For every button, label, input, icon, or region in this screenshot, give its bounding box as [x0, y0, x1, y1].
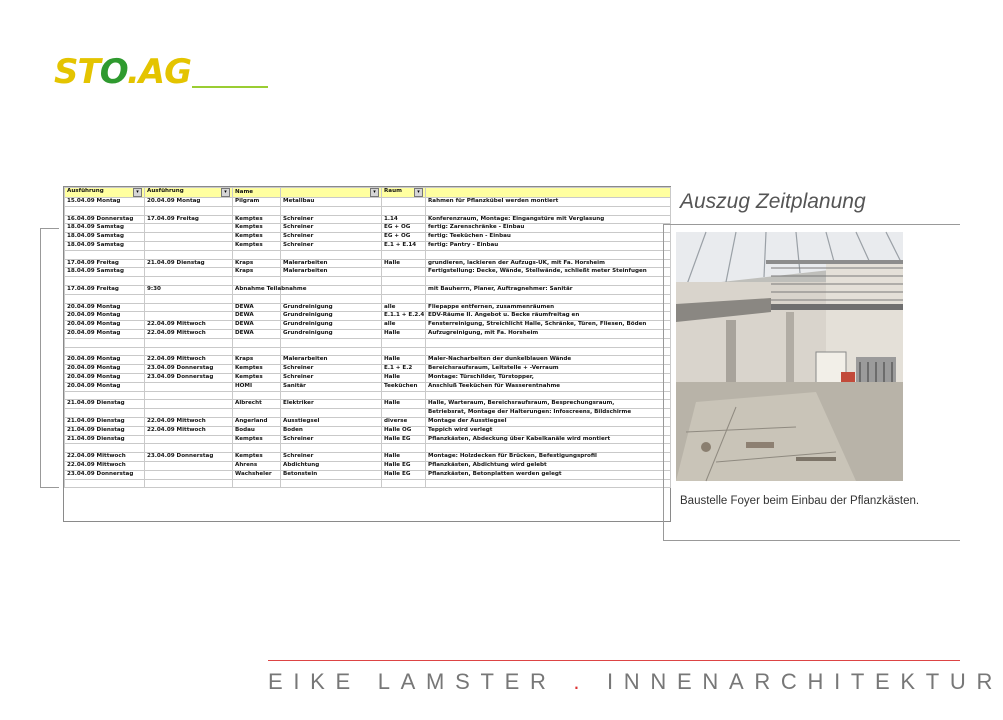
table-cell[interactable]	[145, 479, 233, 488]
table-row	[65, 215, 671, 224]
table-cell[interactable]: Halle	[382, 453, 426, 462]
table-cell[interactable]	[426, 444, 671, 453]
table-cell[interactable]: Angerland	[233, 417, 281, 426]
table-row	[65, 400, 671, 409]
table-row	[65, 470, 671, 479]
table-cell[interactable]	[281, 479, 382, 488]
table-cell[interactable]: 23.04.09 Donnerstag	[65, 470, 145, 479]
table-cell[interactable]: Kemptes	[233, 241, 281, 250]
table-cell[interactable]: Halle	[382, 356, 426, 365]
table-cell[interactable]	[281, 277, 382, 286]
table-row	[65, 426, 671, 435]
table-cell[interactable]: 22.04.09 Mittwoch	[65, 461, 145, 470]
table-cell[interactable]	[281, 294, 382, 303]
right-panel-border	[663, 224, 664, 540]
table-cell[interactable]: Albrecht	[233, 400, 281, 409]
table-cell[interactable]	[233, 391, 281, 400]
table-cell[interactable]: Pflanzkästen, Betonplatten werden gelegt	[426, 470, 671, 479]
title-divider	[663, 224, 960, 225]
table-cell[interactable]: 22.04.09 Mittwoch	[145, 329, 233, 338]
table-cell[interactable]: alle	[382, 303, 426, 312]
table-cell[interactable]: 22.04.09 Mittwoch	[65, 453, 145, 462]
table-cell[interactable]	[281, 409, 382, 418]
schedule-table-container	[63, 186, 671, 522]
table-cell[interactable]: HOMI	[233, 382, 281, 391]
table-cell[interactable]: 17.04.09 Freitag	[145, 215, 233, 224]
table-cell[interactable]: Pflanzkästen, Abdichtung wird gelebt	[426, 461, 671, 470]
table-cell[interactable]	[233, 409, 281, 418]
table-cell[interactable]	[382, 206, 426, 215]
table-cell[interactable]	[65, 294, 145, 303]
table-cell[interactable]	[426, 391, 671, 400]
table-cell[interactable]: Schreiner	[281, 241, 382, 250]
table-cell[interactable]: Schreiner	[281, 233, 382, 242]
table-cell[interactable]: 23.04.09 Donnerstag	[145, 365, 233, 374]
table-cell[interactable]: 21.04.09 Dienstag	[65, 417, 145, 426]
table-cell[interactable]: E.1 + E.14	[382, 241, 426, 250]
table-row	[65, 268, 671, 277]
table-cell[interactable]	[145, 400, 233, 409]
table-cell[interactable]	[426, 250, 671, 259]
filter-dropdown-icon[interactable]: ▾	[133, 188, 142, 197]
table-cell[interactable]: Halle EG	[382, 470, 426, 479]
table-cell[interactable]	[145, 233, 233, 242]
table-cell[interactable]: Kraps	[233, 356, 281, 365]
table-row	[65, 453, 671, 462]
table-row	[65, 285, 671, 294]
table-cell[interactable]: Ausstiegsel	[281, 417, 382, 426]
table-row	[65, 356, 671, 365]
table-cell[interactable]: Kemptes	[233, 373, 281, 382]
table-cell[interactable]: Pilgram	[233, 198, 281, 207]
table-cell[interactable]: Abnahme Teilabnahme	[233, 285, 281, 294]
table-cell[interactable]: Konferenzraum, Montage: Eingangstüre mit Verglasung	[426, 215, 671, 224]
table-cell[interactable]: DEWA	[233, 303, 281, 312]
table-cell[interactable]: Pflanzkästen, Abdeckung über Kabelkanäle wird montiert	[426, 435, 671, 444]
table-cell[interactable]: E.1.1 + E.2.4	[382, 312, 426, 321]
table-cell[interactable]	[145, 338, 233, 347]
table-cell[interactable]	[426, 277, 671, 286]
table-cell[interactable]: 21.04.09 Dienstag	[65, 435, 145, 444]
footer-brand	[268, 669, 1003, 695]
footer-profession: INNENARCHITEKTUR	[607, 669, 1003, 694]
table-cell[interactable]: fertig: Zarenschränke - Einbau	[426, 224, 671, 233]
footer-dot: .	[573, 669, 591, 694]
table-row	[65, 435, 671, 444]
table-cell[interactable]: Fertigstellung: Decke, Wände, Stellwände, schließt meter Steinfugen	[426, 268, 671, 277]
table-row	[65, 338, 671, 347]
table-cell[interactable]: mit Bauherrn, Planer, Auftragnehmer: Sanitär	[426, 285, 671, 294]
table-cell[interactable]: Montage: Holzdecken für Brücken, Befestigungsprofil	[426, 453, 671, 462]
table-cell[interactable]	[145, 470, 233, 479]
table-cell[interactable]: 9:30	[145, 285, 233, 294]
table-cell[interactable]	[281, 250, 382, 259]
table-row	[65, 409, 671, 418]
table-cell[interactable]	[233, 294, 281, 303]
table-cell[interactable]: Schreiner	[281, 373, 382, 382]
table-cell[interactable]: Anschluß Teeküchen für Wasserentnahme	[426, 382, 671, 391]
table-cell[interactable]	[65, 479, 145, 488]
table-cell[interactable]	[426, 206, 671, 215]
table-cell[interactable]	[145, 268, 233, 277]
table-cell[interactable]	[145, 382, 233, 391]
table-cell[interactable]: 23.04.09 Donnerstag	[145, 373, 233, 382]
logo-text-right: .AG	[126, 52, 191, 92]
table-cell[interactable]	[65, 206, 145, 215]
stoag-logo	[54, 52, 274, 96]
table-row	[65, 444, 671, 453]
table-cell[interactable]: 17.04.09 Freitag	[65, 259, 145, 268]
table-cell[interactable]: 20.04.09 Montag	[145, 198, 233, 207]
table-cell[interactable]: 20.04.09 Montag	[65, 373, 145, 382]
table-cell[interactable]	[233, 250, 281, 259]
table-cell[interactable]: Bereichsraufsraum, Leitstelle + -Verraum	[426, 365, 671, 374]
table-cell[interactable]: 18.04.09 Samstag	[65, 268, 145, 277]
table-row	[65, 417, 671, 426]
table-cell[interactable]	[145, 277, 233, 286]
table-cell[interactable]	[233, 479, 281, 488]
table-cell[interactable]: Wachsheler	[233, 470, 281, 479]
table-row	[65, 391, 671, 400]
table-cell[interactable]: Kemptes	[233, 365, 281, 374]
logo-underline	[192, 86, 268, 88]
table-cell[interactable]: Halle	[382, 329, 426, 338]
table-cell[interactable]: 18.04.09 Samstag	[65, 241, 145, 250]
table-cell[interactable]: 20.04.09 Montag	[65, 303, 145, 312]
table-cell[interactable]	[145, 224, 233, 233]
table-cell[interactable]	[145, 303, 233, 312]
table-cell[interactable]: DEWA	[233, 312, 281, 321]
table-row	[65, 259, 671, 268]
table-cell[interactable]	[145, 250, 233, 259]
table-cell[interactable]: 20.04.09 Montag	[65, 329, 145, 338]
table-cell[interactable]	[233, 444, 281, 453]
table-cell[interactable]: 20.04.09 Montag	[65, 365, 145, 374]
table-cell[interactable]: Halle	[382, 259, 426, 268]
table-cell[interactable]	[382, 294, 426, 303]
table-cell[interactable]: Schreiner	[281, 365, 382, 374]
table-cell[interactable]: Grundreinigung	[281, 312, 382, 321]
table-cell[interactable]: Kemptes	[233, 224, 281, 233]
table-cell[interactable]	[382, 277, 426, 286]
table-cell[interactable]: Malerarbeiten	[281, 356, 382, 365]
table-cell[interactable]	[426, 294, 671, 303]
table-row	[65, 479, 671, 488]
table-cell[interactable]: Halle, Warteraum, Bereichsraufsraum, Besprechungsraum,	[426, 400, 671, 409]
table-cell[interactable]: EG + OG	[382, 224, 426, 233]
table-cell[interactable]: Schreiner	[281, 453, 382, 462]
table-row	[65, 461, 671, 470]
table-cell[interactable]: 21.04.09 Dienstag	[145, 259, 233, 268]
table-cell[interactable]: Aufzugreinigung, mit Fa. Horsheim	[426, 329, 671, 338]
table-cell[interactable]: Montage der Ausstiegsel	[426, 417, 671, 426]
table-cell[interactable]: Ahrens	[233, 461, 281, 470]
table-cell[interactable]: Halle EG	[382, 435, 426, 444]
logo-text	[54, 52, 191, 92]
table-row	[65, 294, 671, 303]
table-cell[interactable]	[281, 338, 382, 347]
table-cell[interactable]: EDV-Räume II. Angebot u. Becke räumfreitag en	[426, 312, 671, 321]
table-cell[interactable]: 1.14	[382, 215, 426, 224]
table-cell[interactable]: Betriebsrat, Montage der Halterungen: Infoscreens, Bildschirme	[426, 409, 671, 418]
table-cell[interactable]: Kemptes	[233, 453, 281, 462]
table-cell[interactable]: Halle EG	[382, 461, 426, 470]
table-cell[interactable]: Sanitär	[281, 382, 382, 391]
table-cell[interactable]	[145, 435, 233, 444]
header-gewerk[interactable]	[281, 188, 382, 198]
table-cell[interactable]	[281, 444, 382, 453]
table-cell[interactable]	[382, 198, 426, 207]
table-cell[interactable]: 20.04.09 Montag	[65, 312, 145, 321]
table-row	[65, 347, 671, 356]
table-cell[interactable]: Schreiner	[281, 215, 382, 224]
filter-dropdown-icon[interactable]: ▾	[414, 188, 423, 197]
table-bracket	[40, 228, 59, 488]
table-cell[interactable]	[233, 206, 281, 215]
table-cell[interactable]: Grundreinigung	[281, 329, 382, 338]
table-cell[interactable]	[233, 277, 281, 286]
table-cell[interactable]: 21.04.09 Dienstag	[65, 426, 145, 435]
table-cell[interactable]: Kemptes	[233, 435, 281, 444]
table-cell[interactable]: fertig: Teeküchen - Einbau	[426, 233, 671, 242]
table-cell[interactable]: Abdichtung	[281, 461, 382, 470]
header-ausfuehrung-end[interactable]: Ausführung ▾	[145, 188, 233, 198]
table-cell[interactable]	[145, 206, 233, 215]
table-cell[interactable]: 17.04.09 Freitag	[65, 285, 145, 294]
table-header-row	[65, 188, 671, 198]
table-cell[interactable]	[382, 409, 426, 418]
table-cell[interactable]	[382, 250, 426, 259]
table-cell[interactable]	[382, 285, 426, 294]
table-cell[interactable]	[426, 479, 671, 488]
table-cell[interactable]: Halle	[382, 400, 426, 409]
table-cell[interactable]: Elektriker	[281, 400, 382, 409]
table-cell[interactable]: Maler-Nacharbeiten der dunkelblauen Wände	[426, 356, 671, 365]
table-cell[interactable]: Halle OG	[382, 426, 426, 435]
header-name[interactable]: Name	[233, 188, 281, 198]
table-cell[interactable]: alle	[382, 321, 426, 330]
table-cell[interactable]	[426, 338, 671, 347]
table-cell[interactable]: 21.04.09 Dienstag	[65, 400, 145, 409]
table-cell[interactable]	[65, 444, 145, 453]
table-cell[interactable]: Fliepappe entfernen, zusammenräumen	[426, 303, 671, 312]
right-panel-bottom-border	[663, 540, 960, 541]
header-beschreibung[interactable]	[426, 188, 671, 198]
table-row	[65, 233, 671, 242]
table-row	[65, 277, 671, 286]
table-row	[65, 321, 671, 330]
table-cell[interactable]: Teppich wird verlegt	[426, 426, 671, 435]
table-cell[interactable]	[65, 277, 145, 286]
table-row	[65, 303, 671, 312]
table-row	[65, 373, 671, 382]
table-cell[interactable]: fertig: Pantry - Einbau	[426, 241, 671, 250]
table-cell[interactable]: E.1 + E.2	[382, 365, 426, 374]
table-row	[65, 206, 671, 215]
logo-text-left: ST	[54, 52, 100, 92]
table-row	[65, 382, 671, 391]
table-cell[interactable]: Betonstein	[281, 470, 382, 479]
table-cell[interactable]	[382, 347, 426, 356]
table-cell[interactable]	[281, 391, 382, 400]
table-cell[interactable]: DEWA	[233, 321, 281, 330]
table-cell[interactable]: Montage: Türschilder, Türstopper,	[426, 373, 671, 382]
table-cell[interactable]	[145, 241, 233, 250]
table-cell[interactable]	[382, 268, 426, 277]
header-ausfuehrung-start[interactable]: Ausführung ▾	[65, 188, 145, 198]
schedule-table	[64, 187, 671, 488]
table-cell[interactable]: Malerarbeiten	[281, 268, 382, 277]
filter-dropdown-icon[interactable]: ▾	[370, 188, 379, 197]
table-cell[interactable]	[145, 312, 233, 321]
table-cell[interactable]: 20.04.09 Montag	[65, 321, 145, 330]
table-cell[interactable]	[382, 391, 426, 400]
table-cell[interactable]: Kraps	[233, 259, 281, 268]
table-cell[interactable]: 18.04.09 Samstag	[65, 224, 145, 233]
table-row	[65, 365, 671, 374]
table-cell[interactable]: EG + OG	[382, 233, 426, 242]
table-row	[65, 329, 671, 338]
table-cell[interactable]: Metallbau	[281, 198, 382, 207]
table-cell[interactable]: Rahmen für Pflanzkübel werden montiert	[426, 198, 671, 207]
table-cell[interactable]: DEWA	[233, 329, 281, 338]
table-cell[interactable]	[233, 347, 281, 356]
table-cell[interactable]	[65, 347, 145, 356]
table-cell[interactable]: 23.04.09 Donnerstag	[145, 453, 233, 462]
table-cell[interactable]: 18.04.09 Samstag	[65, 233, 145, 242]
table-row	[65, 250, 671, 259]
logo-text-o: O	[99, 52, 127, 92]
table-cell[interactable]: Malerarbeiten	[281, 259, 382, 268]
table-cell[interactable]: Boden	[281, 426, 382, 435]
table-cell[interactable]: 20.04.09 Montag	[65, 356, 145, 365]
table-cell[interactable]: Kemptes	[233, 215, 281, 224]
header-raum[interactable]: Raum ▾	[382, 188, 426, 198]
footer-name: EIKE LAMSTER	[268, 669, 557, 694]
table-cell[interactable]: Bodau	[233, 426, 281, 435]
table-cell[interactable]: Grundreinigung	[281, 321, 382, 330]
table-cell[interactable]: grundieren, lackieren der Aufzugs-UK, mit Fa. Horsheim	[426, 259, 671, 268]
table-cell[interactable]: diverse	[382, 417, 426, 426]
table-cell[interactable]	[145, 444, 233, 453]
photo-caption: Baustelle Foyer beim Einbau der Pflanzkästen.	[680, 495, 920, 507]
footer-divider	[268, 660, 960, 661]
table-cell[interactable]	[145, 461, 233, 470]
table-cell[interactable]: Kemptes	[233, 233, 281, 242]
table-cell[interactable]	[281, 347, 382, 356]
table-cell[interactable]	[382, 444, 426, 453]
table-cell[interactable]	[65, 250, 145, 259]
table-row	[65, 198, 671, 207]
table-cell[interactable]	[145, 294, 233, 303]
table-cell[interactable]	[382, 479, 426, 488]
section-title: Auszug Zeitplanung	[680, 190, 866, 213]
table-cell[interactable]	[65, 338, 145, 347]
table-cell[interactable]	[65, 409, 145, 418]
table-row	[65, 224, 671, 233]
table-cell[interactable]	[233, 338, 281, 347]
table-cell[interactable]: Grundreinigung	[281, 303, 382, 312]
filter-dropdown-icon[interactable]: ▾	[221, 188, 230, 197]
table-cell[interactable]: Fensterreinigung, Streichlicht Halle, Schränke, Türen, Fliesen, Böden	[426, 321, 671, 330]
table-cell[interactable]: 16.04.09 Donnerstag	[65, 215, 145, 224]
construction-photo	[676, 232, 903, 481]
table-cell[interactable]: Schreiner	[281, 435, 382, 444]
table-cell[interactable]	[281, 206, 382, 215]
table-cell[interactable]: Schreiner	[281, 224, 382, 233]
table-cell[interactable]: 22.04.09 Mittwoch	[145, 417, 233, 426]
table-cell[interactable]: 22.04.09 Mittwoch	[145, 321, 233, 330]
table-cell[interactable]	[145, 409, 233, 418]
table-row	[65, 312, 671, 321]
table-cell[interactable]: Halle	[382, 373, 426, 382]
table-cell[interactable]: 22.04.09 Mittwoch	[145, 426, 233, 435]
table-row	[65, 241, 671, 250]
table-cell[interactable]: Teeküchen	[382, 382, 426, 391]
table-cell[interactable]	[145, 347, 233, 356]
table-cell[interactable]: 15.04.09 Montag	[65, 198, 145, 207]
table-cell[interactable]	[65, 391, 145, 400]
table-cell[interactable]	[426, 347, 671, 356]
table-cell[interactable]	[145, 391, 233, 400]
table-cell[interactable]: 20.04.09 Montag	[65, 382, 145, 391]
table-cell[interactable]	[382, 338, 426, 347]
table-cell[interactable]: Kraps	[233, 268, 281, 277]
table-cell[interactable]: 22.04.09 Mittwoch	[145, 356, 233, 365]
